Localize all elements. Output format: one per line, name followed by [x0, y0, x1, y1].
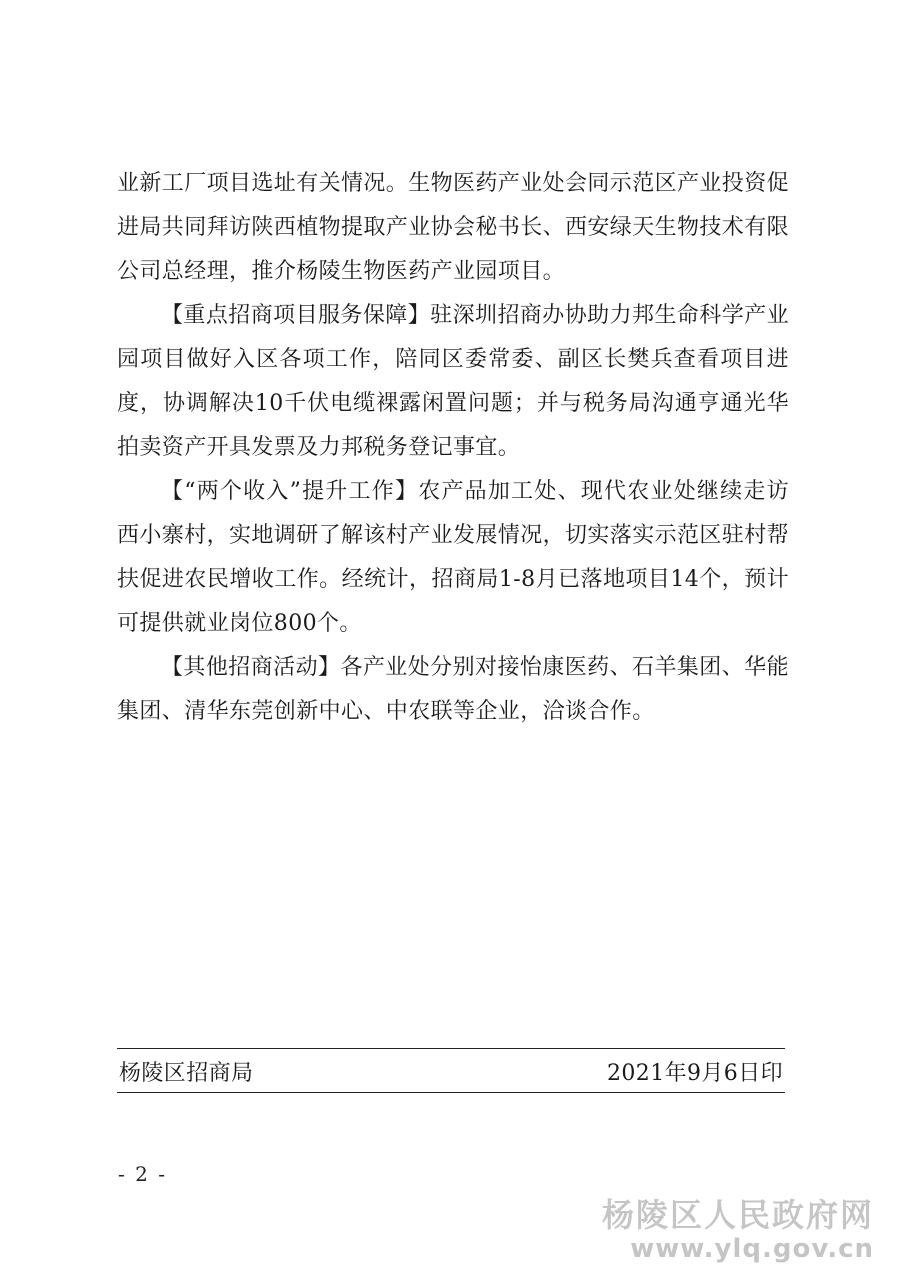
- footer-issuer: 杨陵区招商局: [119, 1060, 254, 1086]
- footer-divider-top: [117, 1048, 785, 1049]
- paragraph-heading: 【“两个收入”提升工作】: [161, 479, 419, 504]
- paragraph-heading: 【其他招商活动】: [161, 655, 341, 680]
- site-watermark: [602, 1196, 874, 1264]
- paragraph-other-activities: [117, 646, 789, 734]
- paragraph-key-project-service: [117, 294, 789, 470]
- watermark-site-name: 杨陵区人民政府网: [601, 1196, 874, 1234]
- paragraph-continued: [117, 162, 789, 294]
- paragraph-text: 农产品加工处、现代农业处继续走访西小寨村，实地调研了解该村产业发展情况，切实落实示范区驻村帮扶促进农民增收工作。经统计，招商局1-8月已落地项目14个，预计可提供就业岗位800个。: [117, 479, 790, 636]
- footer-date: 2021年9月6日印: [607, 1060, 783, 1086]
- paragraph-text: 各产业处分别对接怡康医药、石羊集团、华能集团、清华东莞创新中心、中农联等企业，洽谈合作。: [117, 655, 789, 724]
- page-number: - 2 -: [118, 1162, 167, 1186]
- paragraph-heading: 【重点招商项目服务保障】: [161, 303, 431, 328]
- paragraph-text: 业新工厂项目选址有关情况。生物医药产业处会同示范区产业投资促进局共同拜访陕西植物提取产业协会秘书长、西安绿天生物技术有限公司总经理，推介杨陵生物医药产业园项目。: [117, 171, 790, 284]
- paragraph-text: 驻深圳招商办协助力邦生命科学产业园项目做好入区各项工作，陪同区委常委、副区长樊兵查看项目进度，协调解决10千伏电缆裸露闲置问题；并与税务局沟通亨通光华拍卖资产开具发票及力邦税务登记事宜。: [117, 303, 789, 460]
- document-footer: [119, 1052, 783, 1090]
- watermark-site-url: www.ylq.gov.cn: [630, 1234, 874, 1264]
- paragraph-income-improvement: [117, 470, 789, 646]
- footer-divider-bottom: [117, 1092, 785, 1093]
- document-body: [117, 162, 789, 734]
